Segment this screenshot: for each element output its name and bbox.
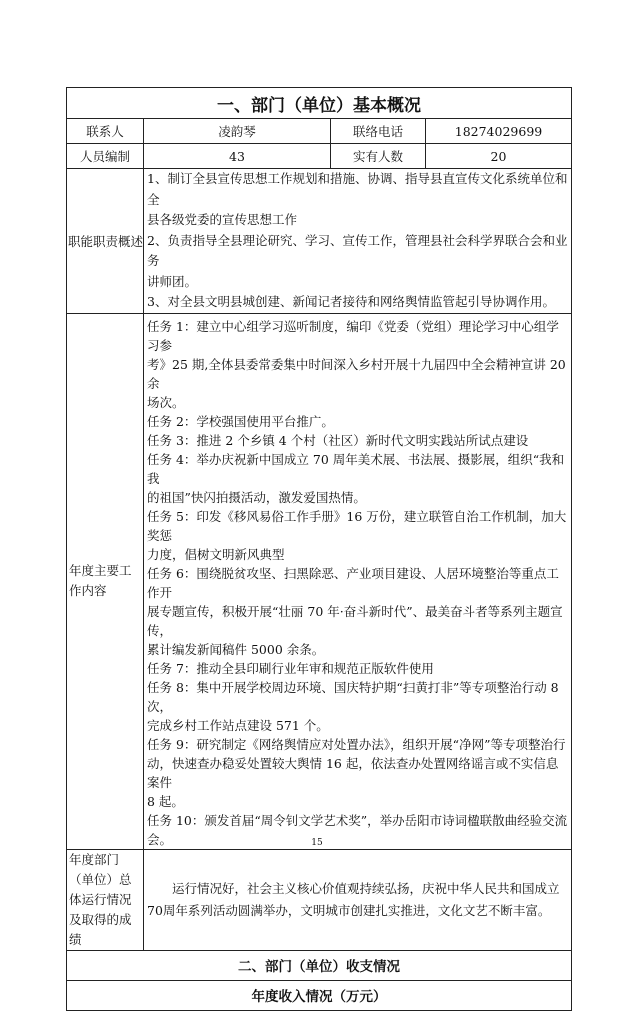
duties-label: 职能职责概述 [67, 169, 144, 314]
duties-content [144, 169, 572, 314]
task-line: 任务 2：学校强国使用平台推广。 [147, 413, 334, 429]
duty-line: 2、负责指导全县理论研究、学习、宣传工作，管理县社会科学界联合会和业务 [147, 232, 568, 268]
phone-label: 联络电话 [331, 119, 426, 144]
task-line: 任务 4：举办庆祝新中国成立 70 周年美术展、书法展、摄影展，组织“我和我 [147, 451, 565, 486]
task-line: 完成乡村工作站点建设 571 个。 [147, 717, 329, 733]
staff-label: 人员编制 [67, 144, 144, 169]
task-line: 任务 1：建立中心组学习巡听制度，编印《党委（党组）理论学习中心组学习参 [147, 318, 559, 353]
task-line: 任务 9：研究制定《网络舆情应对处置办法》，组织开展“净网”等专项整治行 [147, 736, 566, 752]
page-number: 15 [311, 838, 323, 848]
overall-content: 运行情况好，社会主义核心价值观持续弘扬，庆祝中华人民共和国成立70周年系列活动圆满举办，文明城市创建扎实推进，文化文艺不断丰富。 [144, 849, 572, 950]
tasks-label: 年度主要工作内容 [67, 313, 144, 849]
income-title: 年度收入情况（万元） [67, 980, 572, 1010]
phone-value: 18274029699 [426, 119, 572, 144]
task-line: 任务 6：围绕脱贫攻坚、扫黑除恶、产业项目建设、人居环境整治等重点工作开 [147, 565, 559, 600]
task-line: 场次。 [147, 394, 185, 410]
task-line: 累计编发新闻稿件 5000 余条。 [147, 641, 325, 657]
task-line: 任务 5：印发《移风易俗工作手册》16 万份，建立联管自治工作机制，加大奖惩 [147, 508, 567, 543]
actual-staff-label: 实有人数 [331, 144, 426, 169]
task-line: 考》25 期,全体县委常委集中时间深入乡村开展十九届四中全会精神宣讲 20 余 [147, 356, 566, 391]
staff-value: 43 [144, 144, 331, 169]
tasks-content [144, 313, 572, 849]
task-line: 任务 7：推动全县印刷行业年审和规范正版软件使用 [147, 660, 434, 676]
basic-info-table [66, 87, 572, 1011]
task-line: 8 起。 [147, 793, 184, 809]
duty-line: 讲师团。 [147, 273, 198, 289]
actual-staff-value: 20 [426, 144, 572, 169]
section-title-finance: 二、部门（单位）收支情况 [67, 950, 572, 980]
duty-line: 3、对全县文明县城创建、新闻记者接待和网络舆情监管起引导协调作用。 [147, 294, 555, 309]
task-line: 任务 8：集中开展学校周边环境、国庆特护期“扫黄打非”等专项整治行动 8 次， [147, 679, 559, 714]
section-title-basic: 一、部门（单位）基本概况 [67, 88, 572, 119]
task-line: 动，快速查办稳妥处置较大舆情 16 起，依法查办处置网络谣言或不实信息案件 [147, 755, 559, 790]
duty-line: 1、制订全县宣传思想工作规划和措施、协调、指导县直宣传文化系统单位和全 [147, 171, 568, 207]
task-line: 任务 3：推进 2 个乡镇 4 个村（社区）新时代文明实践站所试点建设 [147, 432, 529, 448]
task-line: 任务 10：颁发首届“周令钊文学艺术奖”，举办岳阳市诗词楹联散曲经验交流会。 [147, 812, 568, 847]
task-line: 力度，倡树文明新风典型 [147, 546, 285, 562]
task-line: 的祖国”快闪拍摄活动，激发爱国热情。 [147, 489, 366, 505]
contact-label: 联系人 [67, 119, 144, 144]
task-line: 展专题宣传，积极开展“壮丽 70 年·奋斗新时代”、最美奋斗者等系列主题宣传， [147, 603, 563, 638]
contact-value: 凌韵琴 [144, 119, 331, 144]
overall-label: 年度部门（单位）总体运行情况及取得的成绩 [67, 849, 144, 950]
duty-line: 县各级党委的宣传思想工作 [147, 212, 298, 227]
